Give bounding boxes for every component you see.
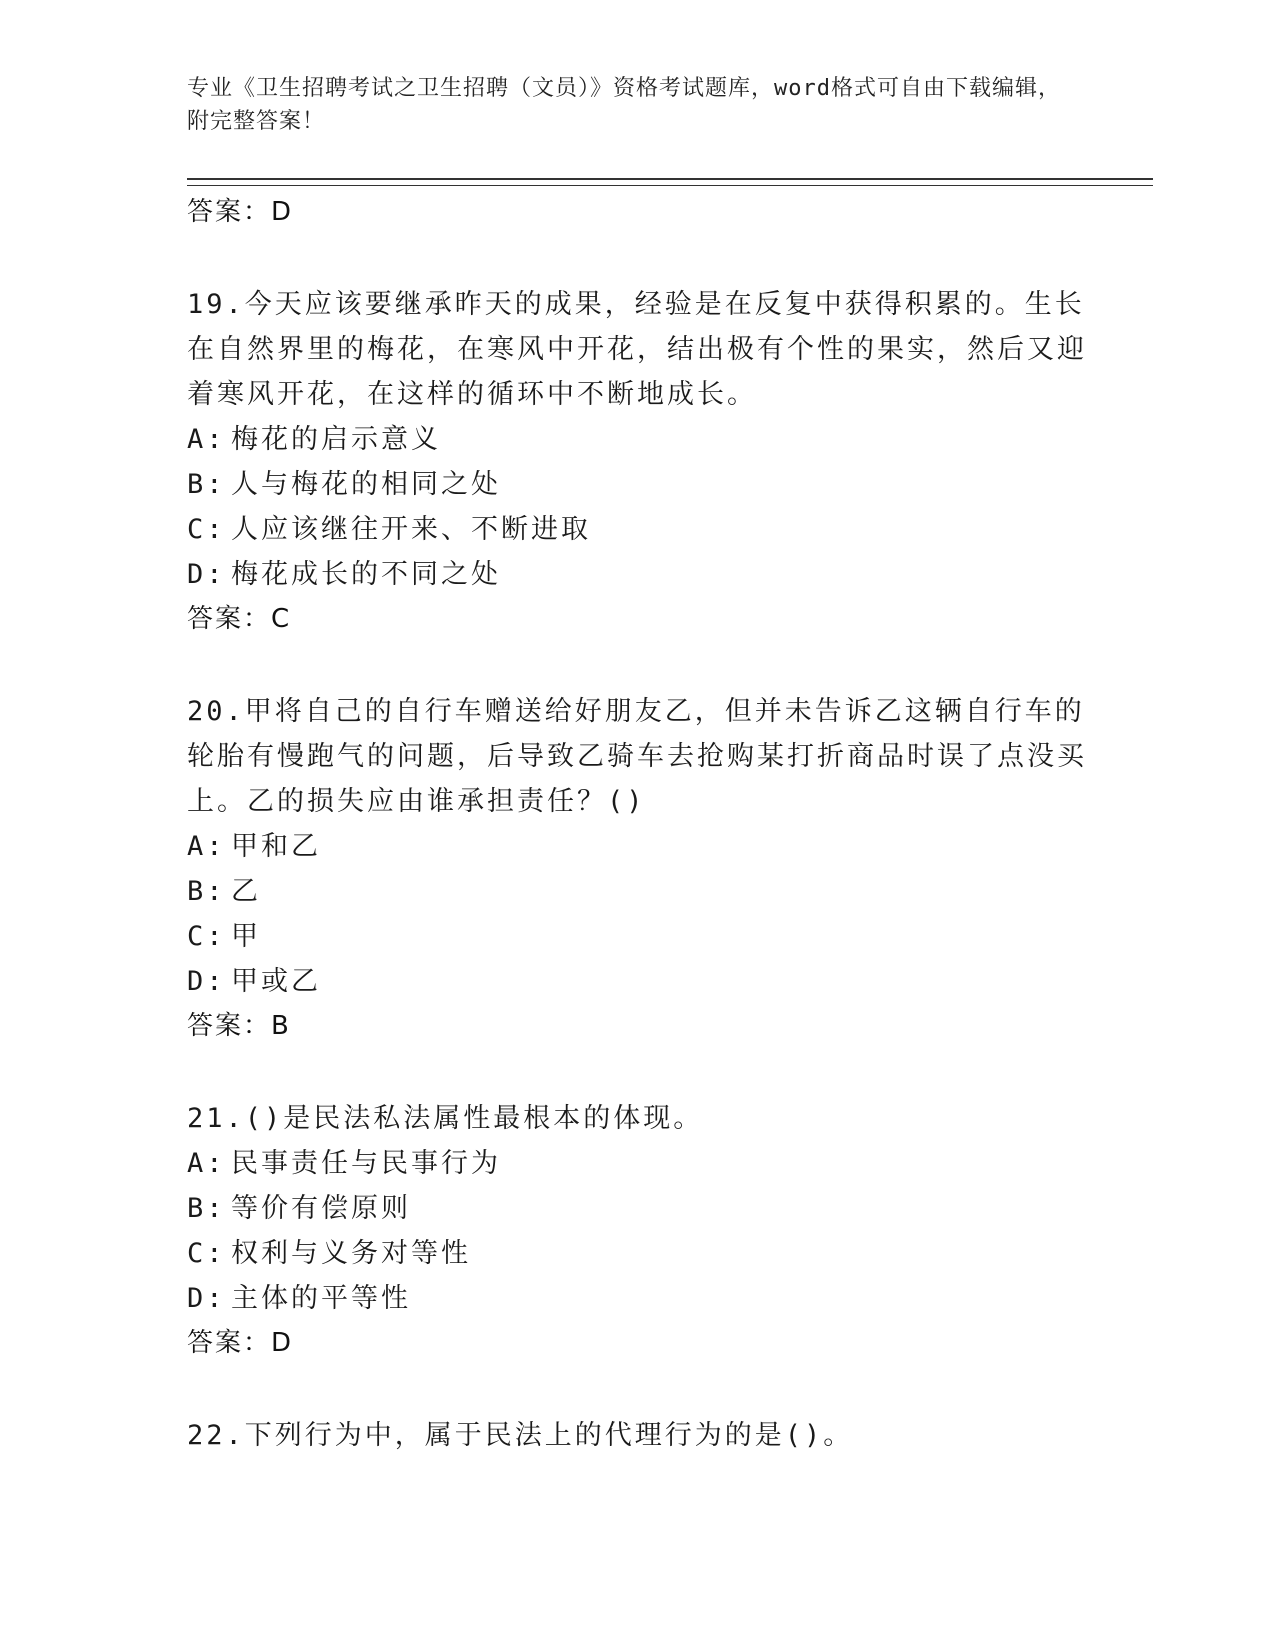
option-letter: D:	[187, 559, 226, 590]
option-letter: C:	[187, 921, 226, 952]
option-letter: A:	[187, 424, 226, 455]
answer-previous: 答案：D	[187, 197, 294, 227]
option-text: 乙	[231, 876, 261, 907]
answer: 答案：B	[187, 1011, 291, 1041]
answer: 答案：C	[187, 604, 292, 634]
option-text: 甲或乙	[231, 966, 321, 997]
option-text: 甲和乙	[231, 831, 321, 862]
option-d	[187, 959, 1087, 1004]
option-text: 权利与义务对等性	[231, 1238, 471, 1269]
option-c	[187, 914, 1087, 959]
option-letter: B:	[187, 469, 226, 500]
option-a	[187, 1141, 1087, 1186]
question-20	[187, 689, 1087, 1048]
option-b	[187, 1186, 1087, 1231]
option-letter: B:	[187, 1193, 226, 1224]
option-letter: B:	[187, 876, 226, 907]
question-text: 22.下列行为中，属于民法上的代理行为的是()。	[187, 1420, 854, 1451]
option-d	[187, 552, 1087, 597]
option-text: 人应该继往开来、不断进取	[231, 514, 591, 545]
option-text: 梅花成长的不同之处	[231, 559, 501, 590]
option-letter: C:	[187, 1238, 226, 1269]
option-text: 甲	[231, 921, 261, 952]
option-a	[187, 417, 1087, 462]
option-letter: D:	[187, 1283, 226, 1314]
question-19	[187, 282, 1087, 641]
option-b	[187, 462, 1087, 507]
option-c	[187, 507, 1087, 552]
question-text: 19.今天应该要继承昨天的成果，经验是在反复中获得积累的。生长在自然界里的梅花，在寒风中开花，结出极有个性的果实，然后又迎着寒风开花，在这样的循环中不断地成长。	[187, 289, 1087, 410]
question-list	[187, 190, 1087, 1458]
option-c	[187, 1231, 1087, 1276]
option-letter: A:	[187, 831, 226, 862]
option-text: 等价有偿原则	[231, 1193, 411, 1224]
question-text: 21.()是民法私法属性最根本的体现。	[187, 1103, 704, 1134]
answer: 答案：D	[187, 1328, 294, 1358]
question-text: 20.甲将自己的自行车赠送给好朋友乙，但并未告诉乙这辆自行车的轮胎有慢跑气的问题，后导致乙骑车去抢购某打折商品时误了点没买上。乙的损失应由谁承担责任？()	[187, 696, 1087, 817]
document-header: 专业《卫生招聘考试之卫生招聘（文员）》资格考试题库，word格式可自由下载编辑，附完整答案！	[187, 76, 1061, 134]
option-a	[187, 824, 1087, 869]
option-b	[187, 869, 1087, 914]
option-letter: A:	[187, 1148, 226, 1179]
question-21	[187, 1096, 1087, 1365]
option-text: 人与梅花的相同之处	[231, 469, 501, 500]
header-divider	[187, 178, 1153, 186]
option-letter: D:	[187, 966, 226, 997]
question-22	[187, 1413, 1087, 1458]
option-text: 梅花的启示意义	[231, 424, 441, 455]
option-letter: C:	[187, 514, 226, 545]
option-text: 主体的平等性	[231, 1283, 411, 1314]
option-d	[187, 1276, 1087, 1321]
option-text: 民事责任与民事行为	[231, 1148, 501, 1179]
